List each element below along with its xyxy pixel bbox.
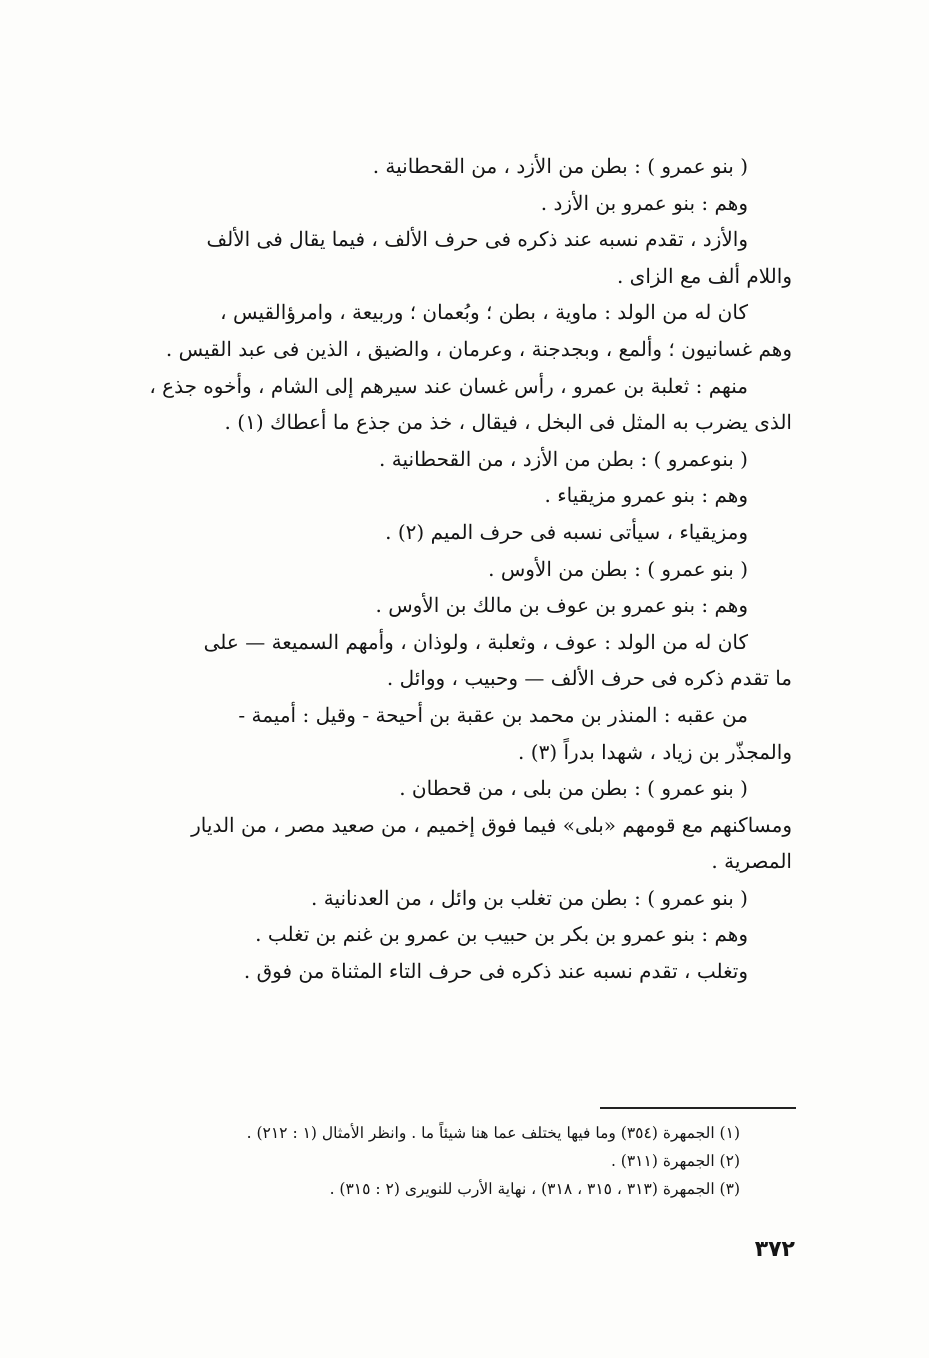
- text-line: ( بنوعمرو ) : بطن من الأزد ، من القحطانية .: [379, 446, 748, 471]
- page-number: ٣٧٢: [754, 1237, 795, 1262]
- text-line: المصرية .: [711, 849, 792, 874]
- text-line: وهم : بنو عمرو بن الأزد .: [540, 190, 748, 215]
- footnote: (١) الجمهرة (٣٥٤) وما فيها يختلف عما هنا شيئاً ما . وانظر الأمثال (١ : ٢١٢) .: [246, 1124, 740, 1142]
- text-line: ( بنو عمرو ) : بطن من الأوس .: [488, 556, 748, 581]
- text-line: والمجذّر بن زياد ، شهدا بدراً (٣) .: [518, 739, 792, 764]
- text-line: ( بنو عمرو ) : بطن من تغلب بن وائل ، من العدنانية .: [311, 885, 748, 910]
- text-line: ومساكنهم مع قومهم «بلى» فيما فوق إخميم ، من صعيد مصر ، من الديار: [191, 812, 792, 837]
- text-line: ( بنو عمرو ) : بطن من بلى ، من قحطان .: [399, 776, 748, 801]
- text-line: وهم غسانيون ؛ وألمع ، وبجدجنة ، وعرمان ، والضيق ، الذين فى عبد القيس .: [165, 336, 792, 361]
- text-line: وتغلب ، تقدم نسبه عند ذكره فى حرف التاء المثناة من فوق .: [243, 959, 748, 984]
- text-line: من عقبه : المنذر بن محمد بن عقبة بن أحيحة - وقيل : أميمة -: [238, 702, 748, 727]
- text-line: منهم : ثعلبة بن عمرو ، رأس غسان عند سيرهم إلى الشام ، وأخوه جذع ،: [149, 373, 748, 398]
- text-line: كان له من الولد : ماوية ، بطن ؛ وبُعمان ؛ وربيعة ، وامرؤالقيس ،: [220, 300, 748, 325]
- text-line: وهم : بنو عمرو بن بكر بن حبيب بن عمرو بن غنم بن تغلب .: [255, 922, 748, 947]
- text-line: وهم : بنو عمرو بن عوف بن مالك بن الأوس .: [375, 593, 748, 618]
- footnotes: [140, 1119, 740, 1203]
- text-line: ( بنو عمرو ) : بطن من الأزد ، من القحطانية .: [372, 154, 748, 178]
- text-line: الذى يضرب به المثل فى البخل ، فيقال ، خذ من جذع ما أعطاك (١) .: [224, 410, 792, 435]
- footnote: (٣) الجمهرة (٣١٣ ، ٣١٥ ، ٣١٨) ، نهاية الأرب للنويرى (٢ : ٣١٥) .: [329, 1180, 740, 1198]
- footnote-divider: [600, 1107, 796, 1109]
- footnote: (٢) الجمهرة (٣١١) .: [610, 1152, 740, 1170]
- text-line: والأزد ، تقدم نسبه عند ذكره فى حرف الألف ، فيما يقال فى الألف: [206, 227, 748, 252]
- text-line: واللام ألف مع الزاى .: [616, 263, 792, 288]
- text-line: وهم : بنو عمرو مزيقياء .: [544, 483, 748, 508]
- text-line: ما تقدم ذكره فى حرف الألف — وحبيب ، ووائل .: [386, 666, 792, 691]
- text-line: كان له من الولد : عوف ، وثعلبة ، ولوذان ، وأمهم السميعة — على: [203, 629, 748, 654]
- main-text: [140, 148, 792, 990]
- text-line: ومزيقياء ، سيأتى نسبه فى حرف الميم (٢) .: [385, 519, 748, 544]
